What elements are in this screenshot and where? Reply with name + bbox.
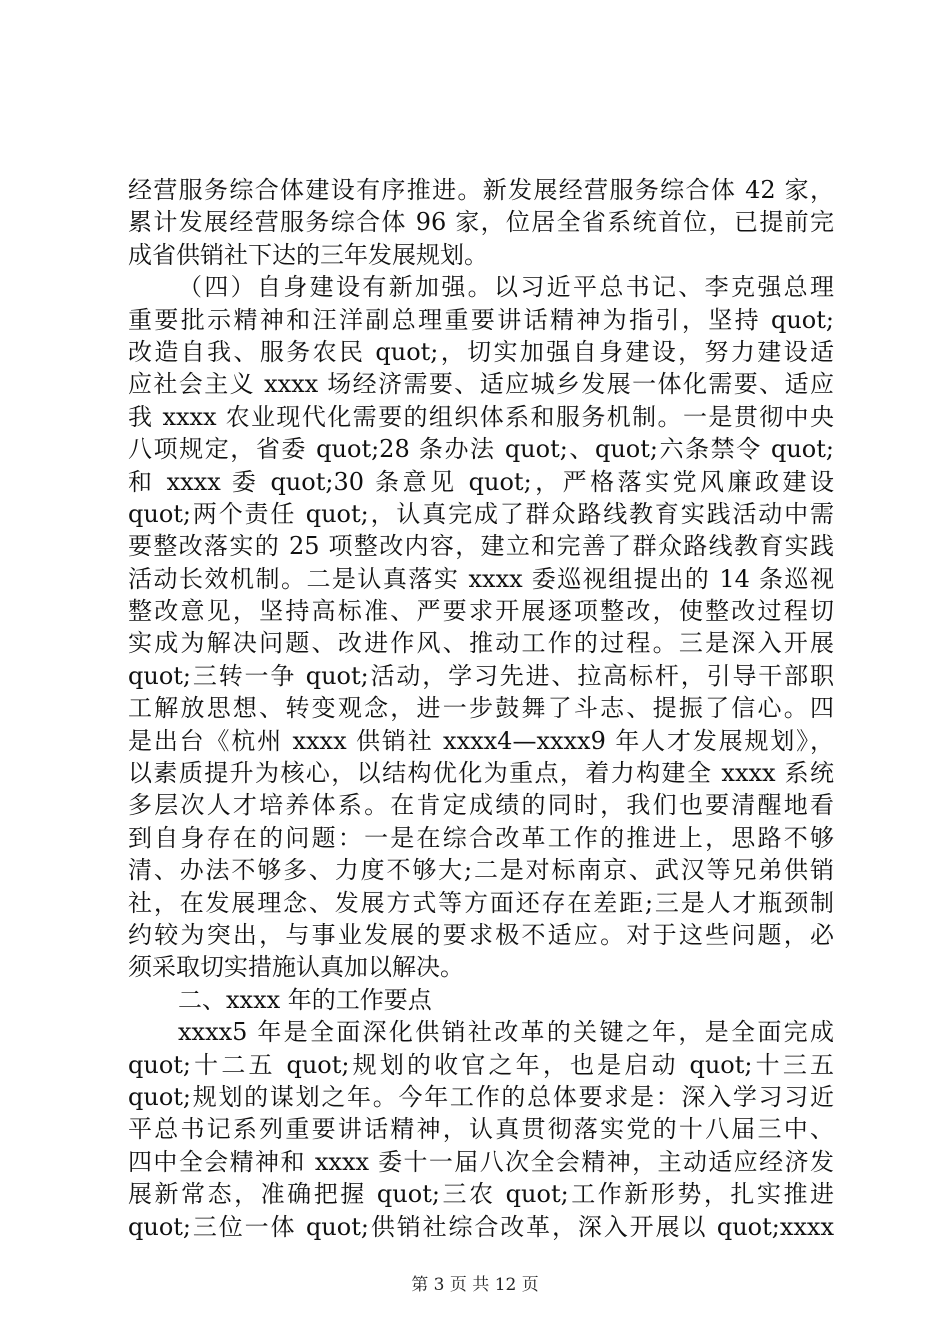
text-line: quot;三转一争 quot;活动，学习先进、拉高标杆，引导干部职 xyxy=(128,661,834,690)
text-line: 到自身存在的问题：一是在综合改革工作的推进上，思路不够 xyxy=(128,823,834,852)
text-line: （四）自身建设有新加强。以习近平总书记、李克强总理 xyxy=(178,273,834,302)
text-line: 重要批示精神和汪洋副总理重要讲话精神为指引，坚持 quot; xyxy=(128,305,834,334)
text-line: 社，在发展理念、发展方式等方面还存在差距;三是人才瓶颈制 xyxy=(128,888,834,917)
text-line: xxxx5 年是全面深化供销社改革的关键之年，是全面完成 xyxy=(178,1018,834,1047)
text-line: 多层次人才培养体系。在肯定成绩的同时，我们也要清醒地看 xyxy=(128,791,834,820)
text-line: 清、办法不够多、力度不够大;二是对标南京、武汉等兄弟供销 xyxy=(128,856,834,885)
text-line: 应社会主义 xxxx 场经济需要、适应城乡发展一体化需要、适应 xyxy=(128,370,834,399)
text-line: 展新常态，准确把握 quot;三农 quot;工作新形势，扎实推进 xyxy=(128,1180,834,1209)
text-line: 是出台《杭州 xxxx 供销社 xxxx4—xxxx9 年人才发展规划》， xyxy=(128,726,834,755)
text-line: 我 xxxx 农业现代化需要的组织体系和服务机制。一是贯彻中央 xyxy=(128,402,834,431)
text-line: 改造自我、服务农民 quot;，切实加强自身建设，努力建设适 xyxy=(128,337,834,366)
text-line: 四中全会精神和 xxxx 委十一届八次全会精神，主动适应经济发 xyxy=(128,1147,834,1176)
body-text xyxy=(128,174,834,1243)
text-line: quot;两个责任 quot;，认真完成了群众路线教育实践活动中需 xyxy=(128,499,834,528)
text-line: 八项规定，省委 quot;28 条办法 quot;、quot;六条禁令 quot; xyxy=(128,435,834,464)
text-line: 平总书记系列重要讲话精神，认真贯彻落实党的十八届三中、 xyxy=(128,1115,834,1144)
text-line: 整改意见，坚持高标准、严要求开展逐项整改，使整改过程切 xyxy=(128,597,834,626)
text-line: 累计发展经营服务综合体 96 家，位居全省系统首位，已提前完 xyxy=(128,208,834,237)
text-line: 成省供销社下达的三年发展规划。 xyxy=(128,240,488,269)
text-line: 工解放思想、转变观念，进一步鼓舞了斗志、提振了信心。四 xyxy=(128,694,834,723)
text-line: 二、xxxx 年的工作要点 xyxy=(178,985,432,1014)
text-line: 约较为突出，与事业发展的要求极不适应。对于这些问题，必 xyxy=(128,920,834,949)
text-line: quot;规划的谋划之年。今年工作的总体要求是：深入学习习近 xyxy=(128,1082,834,1111)
text-line: 经营服务综合体建设有序推进。新发展经营服务综合体 42 家， xyxy=(128,176,834,204)
text-line: quot;三位一体 quot;供销社综合改革，深入开展以 quot;xxxx xyxy=(128,1212,834,1241)
text-line: 和 xxxx 委 quot;30 条意见 quot;，严格落实党风廉政建设 xyxy=(128,467,834,496)
text-line: 以素质提升为核心，以结构优化为重点，着力构建全 xxxx 系统 xyxy=(128,759,834,788)
text-line: 须采取切实措施认真加以解决。 xyxy=(128,953,464,982)
text-line: quot;十二五 quot;规划的收官之年，也是启动 quot;十三五 xyxy=(128,1050,834,1079)
text-line: 要整改落实的 25 项整改内容，建立和完善了群众路线教育实践 xyxy=(128,532,834,561)
text-line: 实成为解决问题、改进作风、推动工作的过程。三是深入开展 xyxy=(128,629,834,658)
page-footer: 第 3 页 共 12 页 xyxy=(411,1275,539,1295)
text-line: 活动长效机制。二是认真落实 xxxx 委巡视组提出的 14 条巡视 xyxy=(128,564,834,593)
